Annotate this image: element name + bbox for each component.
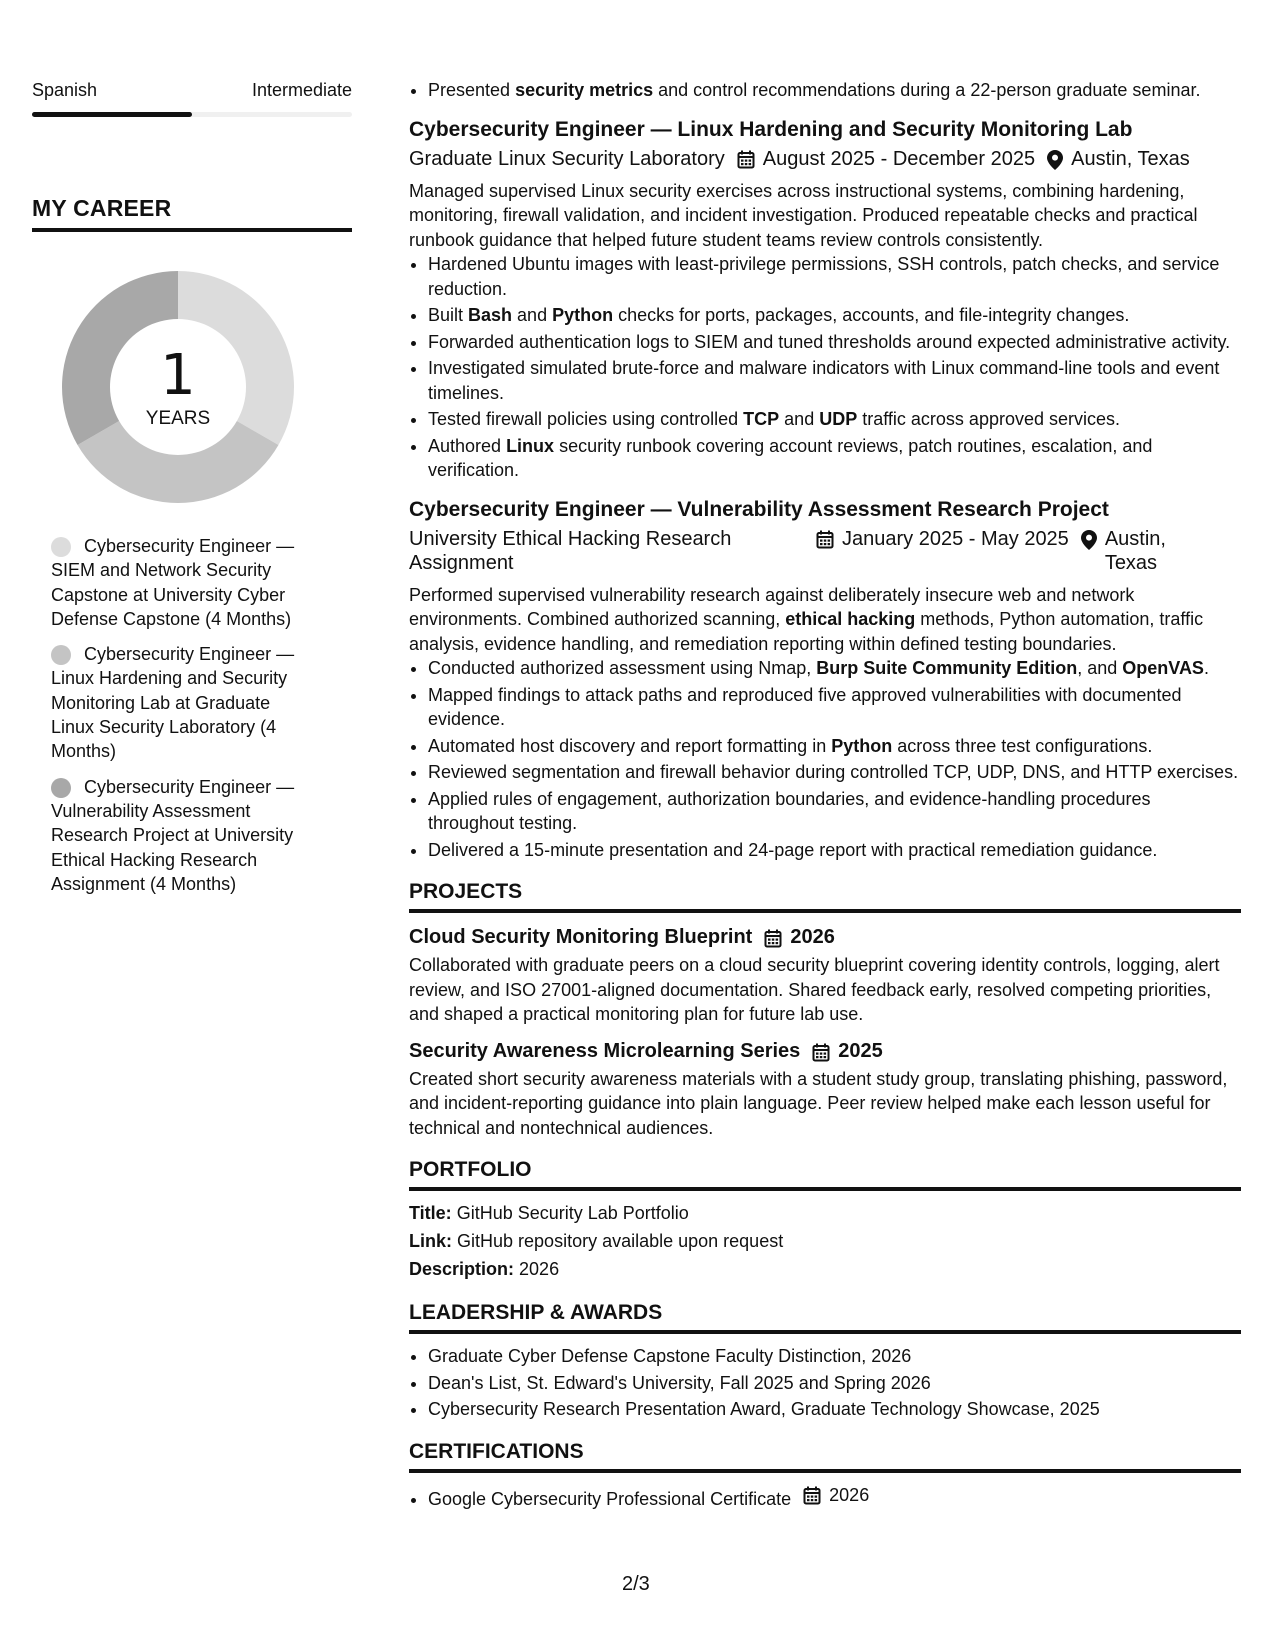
job-bullet [428,838,1241,863]
text-run: checks for ports, packages, accounts, and file-integrity changes. [613,305,1130,325]
experience-list [409,115,1241,863]
job-bullet [428,434,1241,483]
career-donut-chart [55,264,301,510]
job-bullet [428,787,1241,836]
job-title: Cybersecurity Engineer — Linux Hardening and Security Monitoring Lab [409,117,1133,141]
career-legend [32,534,352,896]
legend-dot [51,778,71,798]
text-run: Mapped findings to attack paths and reproduced five approved vulnerabilities with documented evidence. [428,684,1182,729]
legend-dot [51,537,71,557]
project-year-text: 2026 [790,926,835,948]
project-description: Collaborated with graduate peers on a cloud security blueprint covering identity controls, logging, alert review, and ISO 27001-aligned documentation. Shared feedback early, resolved competing priorities, and shaped a practical monitoring plan for future lab use. [409,955,1220,1024]
job-title: Cybersecurity Engineer — Vulnerability Assessment Research Project [409,497,1109,521]
job-summary [409,583,1241,657]
sidebar [32,78,352,907]
calendar-icon [737,150,755,169]
bold-text: security metrics [515,80,654,100]
job-bullets [409,252,1241,483]
location-pin-icon [1047,150,1063,170]
text-run: Applied rules of engagement, authorization boundaries, and evidence-handling procedures throughout testing. [428,788,1151,833]
project-title: Security Awareness Microlearning Series [409,1039,801,1062]
portfolio-heading: PORTFOLIO [409,1158,1241,1191]
text-run: Hardened Ubuntu images with least-privilege permissions, SSH controls, patch checks, and service reduction. [428,254,1220,299]
projects-list [409,923,1241,1140]
career-heading: MY CAREER [32,195,352,232]
text-run: Delivered a 15-minute presentation and 24-page report with practical remediation guidance. [428,839,1158,860]
language-proficiency-bar [32,112,352,117]
certifications-heading: CERTIFICATIONS [409,1440,1241,1473]
text-run: , and [1077,658,1123,678]
portfolio-title-row [409,1199,1241,1227]
award-item: • Dean's List, St. Edward's University, Fall 2025 and Spring 2026 [428,1371,1241,1396]
project-description: Created short security awareness materials with a student study group, translating phishing, password, and incident-reporting guidance into plain language. Peer review helped make each lesson useful for technical and nontechnical audiences. [409,1068,1228,1138]
text-run: . [1203,658,1209,678]
legend-dot [51,645,71,665]
text-run: Managed supervised Linux security exercises across instructional systems, combining hardening, monitoring, firewall validation, and incident investigation. Produced repeatable checks and practical runbook guidance that helped future student teams review controls consistently. [409,180,1198,250]
carryover-list [409,78,1241,103]
job-meta-row [409,527,1241,575]
job-bullet [428,252,1241,301]
job-bullet [428,407,1241,432]
text-run: Conducted authorized assessment using Nmap, [428,658,817,678]
project-year [764,923,835,951]
job-organization: University Ethical Hacking Research Assignment [409,527,732,574]
portfolio-link-row [409,1227,1241,1255]
job-location-text: Austin, Texas [1104,527,1166,574]
bold-text: UDP [819,409,858,429]
donut-center [55,264,301,510]
job-dates-text: January 2025 - May 2025 [842,527,1069,550]
page-number: 2/3 [622,1573,650,1595]
portfolio-block [409,1199,1241,1283]
job-meta-row [409,147,1241,171]
language-row [32,78,352,102]
project-year [812,1037,883,1065]
portfolio-link: GitHub repository available upon request [457,1231,784,1251]
career-legend-label: Cybersecurity Engineer — Linux Hardening and Security Monitoring Lab at Graduate Linux Security Laboratory (4 Months) [51,644,295,762]
job-bullet [428,303,1241,328]
bold-text: Burp Suite Community Edition [816,658,1078,678]
job-organization: Graduate Linux Security Laboratory [409,147,725,170]
award-item: • Cybersecurity Research Presentation Award, Graduate Technology Showcase, 2025 [428,1397,1241,1422]
job-dates-text: August 2025 - December 2025 [762,147,1036,170]
text-run: Investigated simulated brute-force and malware indicators with Linux command-line tools and event timelines. [428,358,1220,403]
portfolio-desc-label: Description: [409,1259,515,1279]
job-bullets [409,656,1241,862]
text-run: and [779,409,820,429]
bold-text: OpenVAS [1122,658,1204,678]
text-run: methods, Python automation, traffic analysis, evidence handling, and remediation reporting within defined testing boundaries. [409,609,1204,654]
experience-entry [409,495,1241,863]
awards-heading: LEADERSHIP & AWARDS [409,1301,1241,1334]
career-legend-item [51,642,309,763]
portfolio-link-label: Link: [409,1231,452,1251]
text-run: and [512,305,553,325]
certification-year-text: 2026 [829,1484,870,1505]
job-dates [737,147,1035,171]
calendar-icon [812,1043,830,1062]
portfolio-title-label: Title: [409,1203,452,1223]
carryover-bullet [428,78,1241,103]
bold-text: TCP [743,409,780,429]
text-run: and control recommendations during a 22-person graduate seminar. [653,80,1201,100]
project-title: Cloud Security Monitoring Blueprint [409,926,753,948]
awards-list [409,1344,1241,1422]
projects-heading: PROJECTS [409,880,1241,913]
certification-item [428,1483,1241,1512]
portfolio-title: GitHub Security Lab Portfolio [456,1203,689,1223]
portfolio-desc: 2026 [519,1259,560,1279]
certification-year [803,1483,869,1508]
text-run: Tested firewall policies using controlled [428,409,744,429]
career-legend-label: Cybersecurity Engineer — Vulnerability Assessment Research Project at University Ethical Hacking Research Assignment (4 Months) [51,776,295,894]
award-item: • Graduate Cyber Defense Capstone Faculty Distinction, 2026 [428,1344,1241,1369]
text-run: Performed supervised vulnerability research against deliberately insecure web and network environments. Combined authorized scanning, [409,584,1135,629]
project-title-row [409,1037,1241,1065]
certifications-list [409,1483,1241,1512]
bold-text: ethical hacking [785,609,916,629]
career-total-unit: YEARS [145,408,211,429]
calendar-icon [816,530,834,549]
experience-entry [409,115,1241,483]
career-legend-item [51,775,309,896]
job-bullet [428,330,1241,355]
text-run: security runbook covering account reviews, patch routines, escalation, and verification. [428,435,1153,480]
certification-name: Google Cybersecurity Professional Certificate [428,1488,792,1509]
career-legend-label: Cybersecurity Engineer — SIEM and Network Security Capstone at University Cyber Defense Capstone (4 Months) [51,536,295,629]
calendar-icon [764,929,782,948]
language-name: Spanish [32,80,98,100]
text-run: across three test configurations. [892,735,1153,756]
job-bullet [428,760,1241,785]
career-legend-item [51,534,309,631]
job-bullet [428,656,1241,681]
language-proficiency-fill [32,112,192,117]
project-year-text: 2025 [838,1039,883,1062]
project-title-row [409,923,1241,951]
bold-text: Linux [506,435,555,456]
text-run: Forwarded authentication logs to SIEM and tuned thresholds around expected administrative activity. [428,331,1231,352]
text-run: Presented [428,80,516,100]
portfolio-desc-row [409,1255,1241,1283]
main-content [409,78,1241,1513]
job-bullet [428,734,1241,759]
language-level: Intermediate [251,80,352,100]
calendar-icon [803,1486,821,1505]
bold-text: Bash [468,305,513,325]
job-summary [409,179,1241,253]
bold-text: Python [552,305,614,325]
text-run: traffic across approved services. [857,409,1121,429]
text-run: Automated host discovery and report formatting in [428,735,832,756]
location-pin-icon [1081,530,1097,550]
bold-text: Python [831,735,893,756]
text-run: Built [428,305,469,325]
text-run: Reviewed segmentation and firewall behavior during controlled TCP, UDP, DNS, and HTTP exercises. [428,762,1239,782]
job-dates [816,527,1069,575]
job-bullet [428,683,1241,732]
career-total-value: 1 [160,343,196,408]
job-location [1081,527,1195,575]
job-location [1047,147,1190,171]
job-location-text: Austin, Texas [1071,147,1190,170]
job-bullet [428,356,1241,405]
text-run: Authored [428,435,507,456]
